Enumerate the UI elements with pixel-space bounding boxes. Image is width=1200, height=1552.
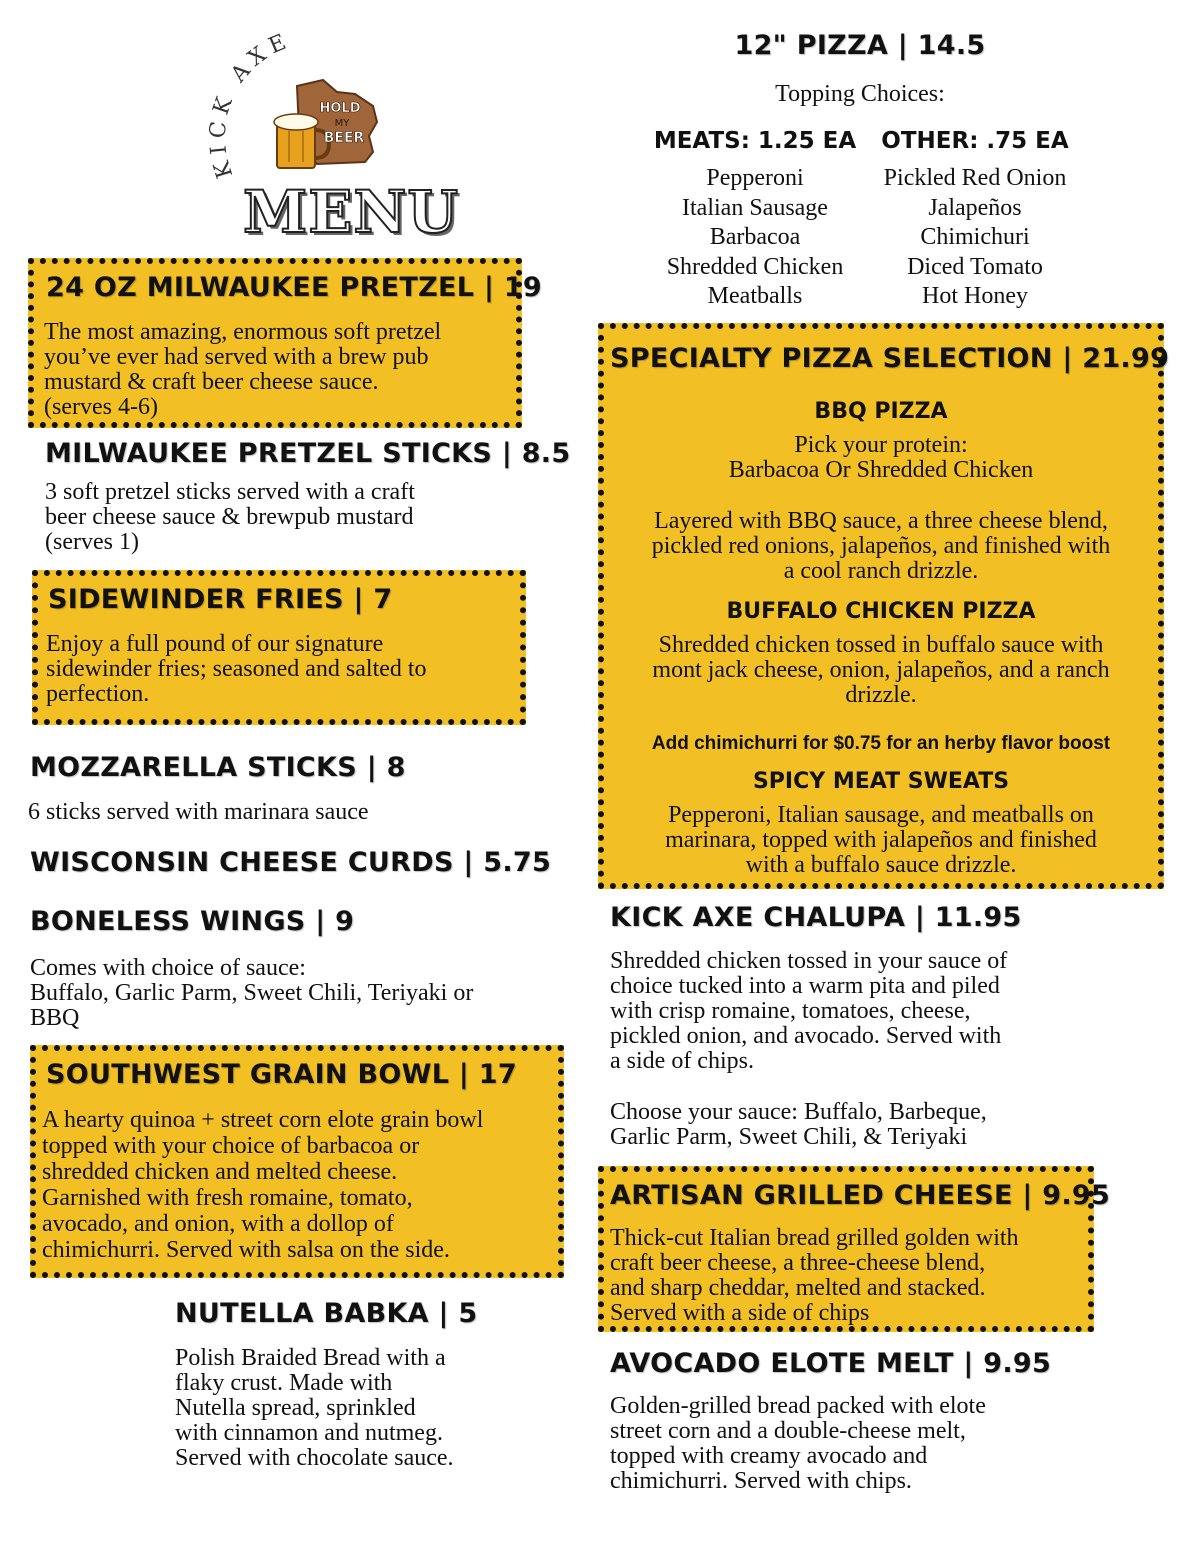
- chalupa-desc: Shredded chicken tossed in your sauce of choice tucked into a warm pita and piled with crisp romaine, tomatoes, cheese, pickled onion, and avocado. Served with a side of chips.: [610, 948, 1008, 1074]
- other-item: Chimichuri: [920, 224, 1030, 250]
- wings-title: BONELESS WINGS | 9: [30, 906, 355, 937]
- bbq-protein: Pick your protein: Barbacoa Or Shredded Chicken: [728, 432, 1034, 483]
- specialty-box: [598, 323, 1170, 889]
- wings-desc: Comes with choice of sauce: Buffalo, Garlic Parm, Sweet Chili, Teriyaki or BBQ: [30, 955, 474, 1031]
- other-list: [860, 164, 1090, 312]
- elote-title: AVOCADO ELOTE MELT | 9.95: [610, 1348, 1052, 1379]
- babka-desc: Polish Braided Bread with a flaky crust. Made with Nutella spread, sprinkled with cinnamon and nutmeg. Served with chocolate sauce.: [175, 1345, 454, 1471]
- other-item: Pickled Red Onion: [883, 165, 1067, 191]
- bbq-desc: Layered with BBQ sauce, a three cheese blend, pickled red onions, jalapeños, and finished with a cool ranch drizzle.: [651, 508, 1111, 584]
- logo-graphic: [205, 30, 435, 190]
- spicy-desc: Pepperoni, Italian sausage, and meatballs on marinara, topped with jalapeños and finished with a buffalo sauce drizzle.: [665, 802, 1097, 878]
- topping-label: Topping Choices:: [775, 81, 945, 107]
- fries-title: SIDEWINDER FRIES | 7: [48, 584, 393, 615]
- bbq-title: BBQ PIZZA: [814, 399, 948, 424]
- chalupa-title: KICK AXE CHALUPA | 11.95: [610, 902, 1022, 933]
- menu-word: MENU: [243, 178, 460, 246]
- pretzel-title: 24 OZ MILWAUKEE PRETZEL | 19: [46, 272, 542, 303]
- grilled-cheese-box: [598, 1166, 1111, 1332]
- pretzel-desc: The most amazing, enormous soft pretzel you’ve ever had served with a brew pub mustard & craft beer cheese sauce. (serves 4-6): [44, 319, 442, 420]
- pretzel-sticks-desc: 3 soft pretzel sticks served with a craft beer cheese sauce & brewpub mustard (serves 1): [45, 479, 415, 555]
- chimi-note: Add chimichurri for $0.75 for an herby flavor boost: [651, 733, 1111, 754]
- elote-desc: Golden-grilled bread packed with elote street corn and a double-cheese melt, topped with creamy avocado and chimichurri. Served with chips.: [610, 1393, 986, 1494]
- pizza-title: 12" PIZZA | 14.5: [734, 30, 986, 61]
- chalupa-sauce: Choose your sauce: Buffalo, Barbeque, Garlic Parm, Sweet Chili, & Teriyaki: [610, 1099, 987, 1150]
- fries-box: [32, 570, 526, 725]
- badge-line2: MY: [334, 118, 350, 129]
- mozz-title: MOZZARELLA STICKS | 8: [30, 752, 406, 783]
- badge-line1: HOLD: [319, 101, 361, 116]
- pretzel-box: [28, 258, 542, 428]
- meats-item: Italian Sausage: [682, 194, 828, 221]
- grilled-cheese-title: ARTISAN GRILLED CHEESE | 9.95: [610, 1180, 1111, 1211]
- specialty-title: SPECIALTY PIZZA SELECTION | 21.99: [610, 343, 1170, 374]
- meats-header: MEATS: 1.25 EA: [653, 128, 857, 154]
- grilled-cheese-desc: Thick-cut Italian bread grilled golden with craft beer cheese, a three-cheese blend, and sharp cheddar, melted and stacked. Served with a side of chips: [610, 1225, 1019, 1326]
- curds-title: WISCONSIN CHEESE CURDS | 5.75: [30, 847, 552, 878]
- other-item: Jalapeños: [928, 194, 1022, 221]
- meats-item: Shredded Chicken: [666, 253, 844, 280]
- mozz-desc: 6 sticks served with marinara sauce: [28, 799, 369, 825]
- other-header: OTHER: .75 EA: [881, 128, 1069, 154]
- logo-arc-text: KICK AXE: [205, 30, 296, 181]
- badge-line3: BEER: [323, 130, 365, 146]
- fries-desc: Enjoy a full pound of our signature sidewinder fries; seasoned and salted to perfection.: [46, 631, 427, 707]
- meats-list: [640, 164, 870, 312]
- pretzel-sticks-title: MILWAUKEE PRETZEL STICKS | 8.5: [45, 438, 571, 469]
- bowl-box: [30, 1045, 564, 1278]
- babka-title: NUTELLA BABKA | 5: [175, 1298, 478, 1329]
- bowl-desc: A hearty quinoa + street corn elote grain bowl topped with your choice of barbacoa or shredded chicken and melted cheese. Garnished with fresh romaine, tomato, avocado, and onion, with a dollop of chimichurri. Served with salsa on the side.: [42, 1107, 484, 1263]
- other-item: Diced Tomato: [907, 253, 1043, 280]
- spicy-title: SPICY MEAT SWEATS: [752, 769, 1010, 794]
- other-item: Hot Honey: [922, 283, 1028, 309]
- buffalo-title: BUFFALO CHICKEN PIZZA: [726, 599, 1036, 624]
- logo: [205, 30, 460, 246]
- meats-item: Meatballs: [707, 283, 803, 309]
- bowl-title: SOUTHWEST GRAIN BOWL | 17: [46, 1059, 517, 1090]
- meats-item: Pepperoni: [706, 165, 804, 191]
- buffalo-desc: Shredded chicken tossed in buffalo sauce with mont jack cheese, onion, jalapeños, and a ranch drizzle.: [652, 632, 1110, 708]
- meats-item: Barbacoa: [709, 224, 801, 250]
